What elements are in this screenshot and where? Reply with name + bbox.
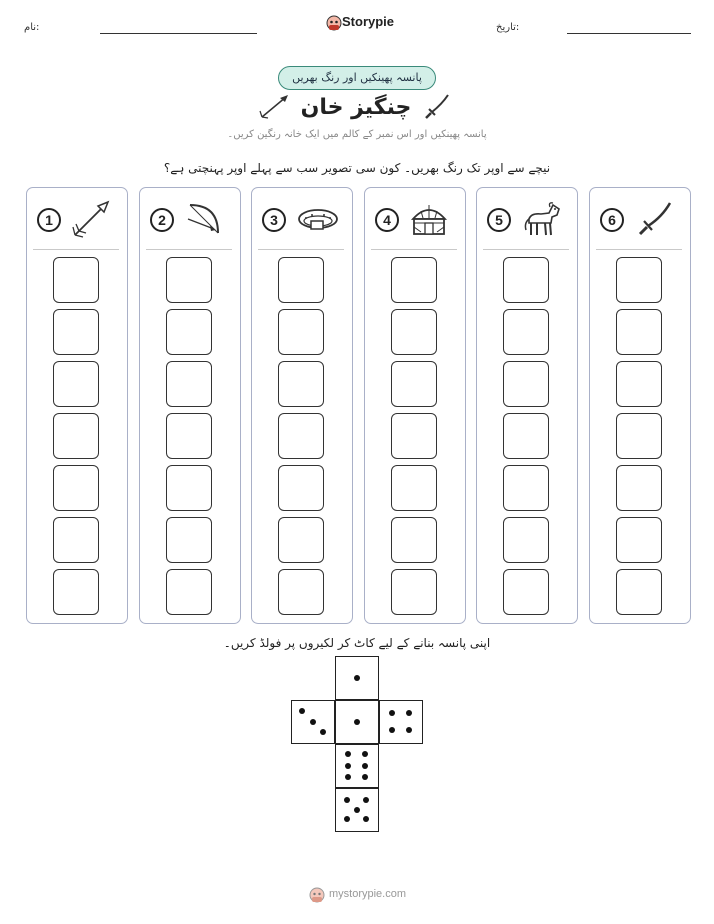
dice-pip <box>406 727 412 733</box>
column-number: 5 <box>487 208 511 232</box>
color-box[interactable] <box>616 361 662 407</box>
color-box[interactable] <box>53 465 99 511</box>
arrow-icon <box>71 199 115 239</box>
dice-pip <box>389 727 395 733</box>
color-box[interactable] <box>166 517 212 563</box>
color-box[interactable] <box>391 309 437 355</box>
color-box[interactable] <box>616 257 662 303</box>
instruction: نیچے سے اوپر تک رنگ بھریں۔ کون سی تصویر سب سے پہلے اوپر پہنچتی ہے؟ <box>163 161 551 175</box>
color-box[interactable] <box>503 465 549 511</box>
activity-tag: پانسہ پھینکیں اور رنگ بھریں <box>278 66 436 90</box>
date-label: تاریخ: <box>496 22 520 33</box>
color-box[interactable] <box>391 361 437 407</box>
column-divider <box>596 249 682 250</box>
dice-pip <box>344 797 350 803</box>
dice-pip <box>406 710 412 716</box>
color-box[interactable] <box>278 465 324 511</box>
column-number: 6 <box>600 208 624 232</box>
color-box[interactable] <box>616 309 662 355</box>
color-box[interactable] <box>53 257 99 303</box>
column-divider <box>146 249 232 250</box>
color-box[interactable] <box>616 413 662 459</box>
column-number: 2 <box>150 208 174 232</box>
arrow-icon <box>258 92 292 120</box>
color-box[interactable] <box>166 309 212 355</box>
color-box[interactable] <box>166 465 212 511</box>
color-box[interactable] <box>166 361 212 407</box>
color-box[interactable] <box>391 413 437 459</box>
storypie-mascot-icon <box>326 14 342 32</box>
horse-icon <box>521 199 565 239</box>
dice-pip <box>354 719 360 725</box>
column-1 <box>26 187 128 624</box>
name-label: نام: <box>24 22 40 33</box>
color-box[interactable] <box>166 257 212 303</box>
dice-instruction: اپنی پانسہ بنانے کے لیے کاٹ کر لکیروں پر فولڈ کریں۔ <box>223 636 491 650</box>
color-box[interactable] <box>53 517 99 563</box>
column-divider <box>371 249 457 250</box>
subtitle: پانسہ پھینکیں اور اس نمبر کے کالم میں ایک خانہ رنگین کریں۔ <box>227 129 487 140</box>
dice-pip <box>362 763 368 769</box>
color-box[interactable] <box>278 413 324 459</box>
dice-pip <box>354 675 360 681</box>
color-box[interactable] <box>616 569 662 615</box>
column-5 <box>476 187 578 624</box>
bow-icon <box>184 199 228 239</box>
dice-pip <box>363 816 369 822</box>
dice-pip <box>362 751 368 757</box>
name-line[interactable] <box>100 33 257 34</box>
dice-face-3 <box>291 700 335 744</box>
column-2 <box>139 187 241 624</box>
color-box[interactable] <box>391 465 437 511</box>
sword-icon <box>422 92 452 122</box>
color-box[interactable] <box>616 465 662 511</box>
column-number: 4 <box>375 208 399 232</box>
color-box[interactable] <box>503 569 549 615</box>
dice-pip <box>344 816 350 822</box>
color-box[interactable] <box>53 413 99 459</box>
color-box[interactable] <box>391 257 437 303</box>
dice-face-4 <box>379 700 423 744</box>
dice-pip <box>299 708 305 714</box>
dice-pip <box>345 763 351 769</box>
color-box[interactable] <box>503 413 549 459</box>
color-box[interactable] <box>503 309 549 355</box>
color-box[interactable] <box>391 569 437 615</box>
color-box[interactable] <box>53 309 99 355</box>
footer-url[interactable]: mystorypie.com <box>329 888 407 900</box>
dice-pip <box>345 774 351 780</box>
column-number: 3 <box>262 208 286 232</box>
dice-pip <box>310 719 316 725</box>
color-box[interactable] <box>166 413 212 459</box>
belt-icon <box>296 199 340 239</box>
column-3 <box>251 187 353 624</box>
column-number: 1 <box>37 208 61 232</box>
color-box[interactable] <box>278 517 324 563</box>
storypie-mascot-icon <box>309 886 325 904</box>
dice-pip <box>354 807 360 813</box>
yurt-icon <box>409 199 453 239</box>
color-box[interactable] <box>278 361 324 407</box>
color-box[interactable] <box>391 517 437 563</box>
color-box[interactable] <box>53 569 99 615</box>
column-4 <box>364 187 466 624</box>
color-box[interactable] <box>278 257 324 303</box>
color-box[interactable] <box>278 569 324 615</box>
dice-face-5 <box>335 788 379 832</box>
color-box[interactable] <box>53 361 99 407</box>
dice-pip <box>389 710 395 716</box>
brand-name: Storypie <box>342 14 395 29</box>
sword-icon <box>634 199 678 239</box>
column-divider <box>33 249 119 250</box>
dice-face-1 <box>335 700 379 744</box>
dice-face-1 <box>335 656 379 700</box>
dice-pip <box>320 729 326 735</box>
color-box[interactable] <box>166 569 212 615</box>
dice-face-6 <box>335 744 379 788</box>
footer <box>309 886 409 904</box>
dice-pip <box>363 797 369 803</box>
column-divider <box>258 249 344 250</box>
color-box[interactable] <box>503 257 549 303</box>
dice-pip <box>345 751 351 757</box>
dice-pip <box>362 774 368 780</box>
page-title: چنگیز خان <box>300 95 412 120</box>
color-box[interactable] <box>616 517 662 563</box>
color-box[interactable] <box>503 361 549 407</box>
column-divider <box>483 249 569 250</box>
color-box[interactable] <box>503 517 549 563</box>
color-box[interactable] <box>278 309 324 355</box>
brand-logo <box>326 13 396 33</box>
date-line[interactable] <box>567 33 691 34</box>
column-6 <box>589 187 691 624</box>
